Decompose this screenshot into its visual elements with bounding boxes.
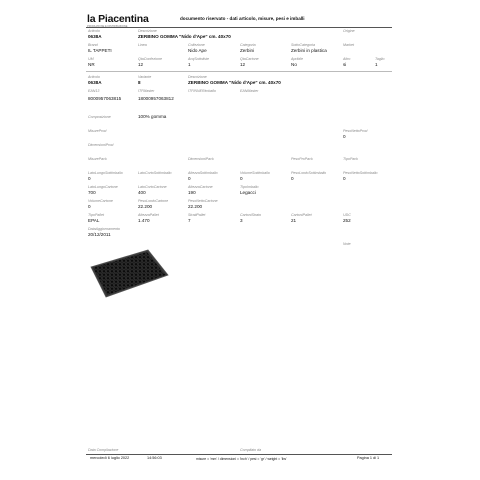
label-market: Market: [343, 43, 354, 47]
label-sottocategoria: SottoCategoria: [291, 43, 315, 47]
label-um: UM: [88, 57, 94, 61]
label-lato-lungo-sottimballo: LatoLungoSottimballo: [88, 171, 123, 175]
doormat-photo-icon: [86, 245, 171, 300]
label-peso-netto-prod: PesoNettoProd: [343, 129, 368, 133]
value-cartoni-pallet: 21: [291, 218, 297, 223]
label-qta-cartone: QtaCartone: [240, 57, 259, 61]
value-brand: IL TAPPETI: [88, 48, 112, 53]
label-apribile: Apribile: [291, 57, 303, 61]
value-cartoni-strato: 3: [240, 218, 243, 223]
label-tipo-pack: TipoPack: [343, 157, 358, 161]
footer-time: 14:56:03: [147, 456, 162, 460]
value-tipo-pallet: EPAL: [88, 218, 100, 223]
label-ean-master: EANMaster: [240, 89, 259, 93]
label-variante: Variante: [138, 75, 152, 79]
value-volume-cartone: 0: [88, 204, 91, 209]
label-brand: Brand: [88, 43, 98, 47]
value-composizione: 100% gomma: [138, 114, 167, 119]
value-acq-sottoliste: 1: [188, 62, 191, 67]
value-variante: 8: [138, 80, 141, 85]
label-itf-master: ITFMaster: [138, 89, 155, 93]
value-itf-master: 18000957063812: [138, 96, 174, 101]
label-ean13: EAN13: [88, 89, 100, 93]
label-descrizione: Descrizione: [138, 29, 157, 33]
brand-tagline: PRODUZIONE E DISTRIBUZIONE: [87, 25, 128, 28]
label-data-aggiornamento: DataAggiornamento: [88, 227, 120, 231]
value-peso-lordo-cartone: 22.200: [138, 204, 153, 209]
label-altezza-cartone: AltezzaCartone: [188, 185, 213, 189]
value-tipo-imballo: Legacci: [240, 190, 256, 195]
value-descrizione-2: ZERBINO GOMMA "Nido d'Ape" cm. 40x70: [188, 80, 281, 85]
label-origine: Origine: [343, 29, 355, 33]
value-udc: 252: [343, 218, 351, 223]
label-strati-pallet: StratiPallet: [188, 213, 206, 217]
label-dimensioni-pack: DimensioniPack: [188, 157, 214, 161]
label-tipo-imballo: TipoImballo: [240, 185, 259, 189]
label-linea: Linea: [138, 43, 147, 47]
label-qta-confezione: QtaConfezione: [138, 57, 162, 61]
value-data-aggiornamento: 20/12/2011: [88, 232, 111, 237]
label-itf-inner: ITFINNERimballo: [188, 89, 216, 93]
label-misure-prod: MisureProd: [88, 129, 107, 133]
value-articolo: 0638A: [88, 34, 102, 39]
section-divider: [86, 71, 392, 72]
value-volume-sottimballo: 0: [240, 176, 243, 181]
value-taglio: 1: [375, 62, 378, 67]
value-peso-netto-cartone: 22.200: [188, 204, 203, 209]
label-categoria: Categoria: [240, 43, 256, 47]
label-taglio: Taglio: [375, 57, 385, 61]
label-peso-netto-cartone: PesoNettoCartone: [188, 199, 218, 203]
label-dimensioni-prod: DimensioniProd: [88, 143, 114, 147]
brand-logo: la Piacentina: [87, 13, 149, 25]
label-altro: Altro: [343, 57, 351, 61]
document-title: documento riservato - dati articolo, misure, pesi e imballi: [180, 16, 305, 21]
label-altezza-sottimballo: AltezzaSottimballo: [188, 171, 218, 175]
label-peso-lordo-sottimballo: PesoLordoSottimballo: [291, 171, 327, 175]
label-udc: UDC: [343, 213, 351, 217]
value-peso-netto-prod: 0: [343, 134, 346, 139]
label-altezza-pallet: AltezzaPallet: [138, 213, 159, 217]
value-sottocategoria: Zerbini in plastica: [291, 48, 327, 53]
value-descrizione: ZERBINO GOMMA "Nido d'Ape" cm. 40x70: [138, 34, 231, 39]
label-lato-lungo-cartone: LatoLungoCartone: [88, 185, 118, 189]
label-note: Note: [343, 242, 351, 246]
label-volume-cartone: VolumeCartone: [88, 199, 113, 203]
label-data-compilazione: Data Compilazione: [88, 448, 119, 452]
value-lato-lungo-sottimballo: 0: [88, 176, 91, 181]
value-um: NR: [88, 62, 95, 67]
value-ean13: 8000957063815: [88, 96, 122, 101]
label-articolo-2: Articolo: [88, 75, 100, 79]
value-altezza-sottimballo: 0: [188, 176, 191, 181]
label-collezione: Collezione: [188, 43, 205, 47]
value-altro: si: [343, 62, 347, 67]
label-composizione: Composizione: [88, 115, 111, 119]
label-peso-netto-sottimballo: PesoNettoSottimballo: [343, 171, 378, 175]
label-descrizione-2: Descrizione: [188, 75, 207, 79]
value-qta-confezione: 12: [138, 62, 144, 67]
header-divider: [86, 27, 392, 28]
label-articolo: Articolo: [88, 29, 100, 33]
label-cartoni-pallet: CartoniPallet: [291, 213, 312, 217]
value-altezza-pallet: 1.470: [138, 218, 150, 223]
footer-page-number: Pagina 1 di 1: [357, 456, 380, 460]
value-qta-cartone: 12: [240, 62, 246, 67]
value-collezione: Nido Ape: [188, 48, 207, 53]
value-strati-pallet: 7: [188, 218, 191, 223]
footer-units: misure = 'mm' / dimensioni = 'inch' / pesi = 'gr' / weight = 'lbs': [196, 457, 287, 461]
value-peso-lordo-sottimballo: 0: [291, 176, 294, 181]
value-altezza-cartone: 190: [188, 190, 196, 195]
value-apribile: No: [291, 62, 297, 67]
value-lato-lungo-cartone: 700: [88, 190, 96, 195]
label-lato-corto-cartone: LatoCortoCartone: [138, 185, 167, 189]
label-peso-pro-pack: PesoProPack: [291, 157, 313, 161]
value-lato-corto-cartone: 400: [138, 190, 146, 195]
value-categoria: Zerbini: [240, 48, 255, 53]
footer-date: mercoledì 6 luglio 2022: [90, 456, 130, 460]
label-volume-sottimballo: VolumeSottimballo: [240, 171, 270, 175]
label-misure-pack: MisurePack: [88, 157, 107, 161]
label-tipo-pallet: TipoPallet: [88, 213, 104, 217]
value-articolo-2: 0638A: [88, 80, 102, 85]
label-lato-corto-sottimballo: LatoCortoSottimballo: [138, 171, 172, 175]
footer-divider: [86, 454, 392, 455]
value-peso-netto-sottimballo: 0: [343, 176, 346, 181]
label-peso-lordo-cartone: PesoLordoCartone: [138, 199, 169, 203]
label-cartoni-strato: CartoniStrato: [240, 213, 262, 217]
label-acq-sottoliste: AcqSottoliste: [188, 57, 209, 61]
label-compilato-da: Compilato da: [240, 448, 262, 452]
